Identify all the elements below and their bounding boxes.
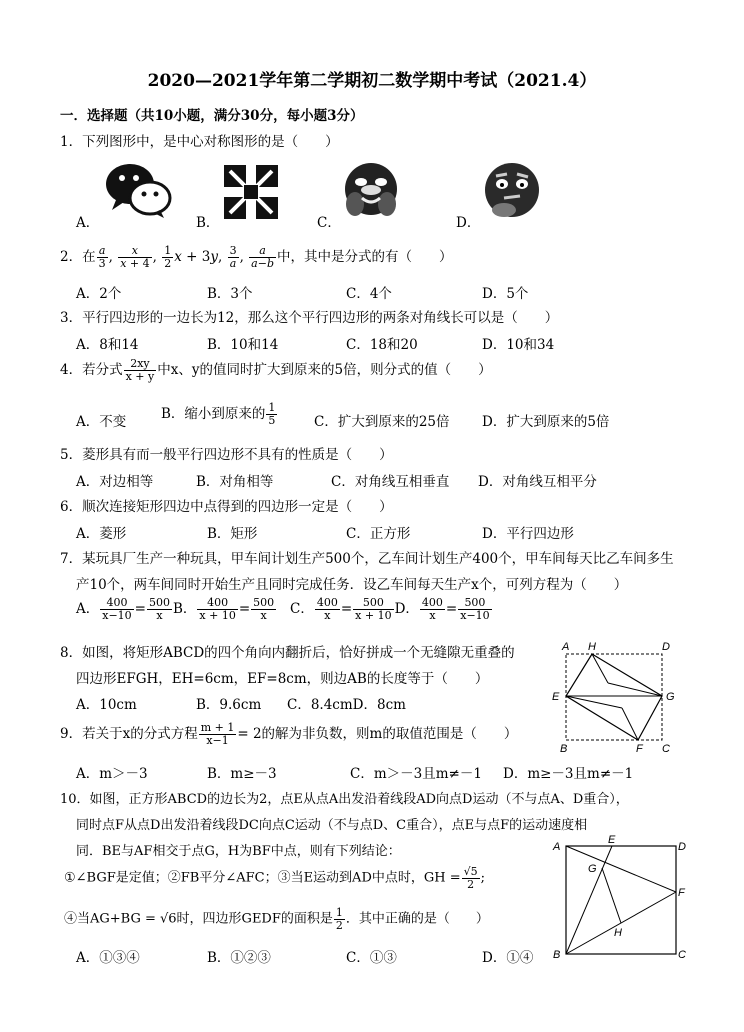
q10-label-c: C [678, 949, 686, 961]
question-10-line-5: ④当AG+BG = √6时，四边形GEDF的面积是 $\frac{1}{2}$ ．其中正确的是（ ） [64, 906, 489, 932]
emoji-face-shy-icon [340, 160, 402, 222]
q1-option-a: A． [76, 215, 100, 231]
q10-option-a: A．①③④ [76, 950, 140, 966]
q4-option-a: A．不变 [76, 414, 127, 430]
q10-label-b: B [553, 949, 561, 961]
q6-option-c: C．正方形 [346, 526, 411, 542]
q5-option-c: C．对角线互相垂直 [331, 474, 450, 490]
q1-option-b: B． [196, 215, 220, 231]
q9-option-a: A．m＞－3 [76, 766, 148, 782]
question-10-line-4: ①∠BGF是定值；②FB平分∠AFC；③当E运动到AD中点时，GH = $\frac{√5}{2}$ ; [64, 865, 486, 891]
q9-option-b: B．m≥－3 [207, 766, 277, 782]
q8-label-e: E [552, 691, 560, 703]
q10-label-d: D [678, 841, 686, 853]
q10-option-b: B．①②③ [207, 950, 271, 966]
q8-option-a: A．10cm [76, 697, 137, 713]
question-8-line-1: 8．如图，将矩形ABCD的四个角向内翻折后，恰好拼成一个无缝隙无重叠的 [60, 645, 515, 661]
q9-option-d: D．m≥－3且m≠－1 [503, 766, 634, 782]
question-7-line-2: 产10个，两车间同时开始生产且同时完成任务．设乙车间每天生产x个，可列方程为（ ） [76, 577, 628, 593]
q10-label-g: G [588, 863, 597, 875]
q2-option-b: B．3个 [207, 286, 253, 302]
q3-option-b: B．10和14 [207, 337, 279, 353]
wechat-logo-icon [102, 160, 174, 220]
q2-option-a: A．2个 [76, 286, 122, 302]
q8-option-c: C．8.4cmD．8cm [287, 697, 406, 713]
q5-option-a: A．对边相等 [76, 474, 154, 490]
q6-option-d: D．平行四边形 [482, 526, 574, 542]
q5-option-b: B．对角相等 [196, 474, 274, 490]
q4-option-d: D．扩大到原来的5倍 [482, 414, 610, 430]
q8-label-f: F [636, 743, 643, 755]
q8-label-h: H [588, 641, 596, 653]
q5-option-d: D．对角线互相平分 [478, 474, 597, 490]
q8-label-b: B [560, 743, 568, 755]
q3-option-c: C．18和20 [346, 337, 418, 353]
question-2: 2．在 $\frac{a}{3}$ , $\frac{x}{x + 4}$ , $\frac{1}{2}$ x + 3y, $\frac{3}{a}$ , $\frac{a}{a-b}$ 中，其中是分式的有（ ） [60, 244, 453, 270]
q8-label-g: G [666, 691, 675, 703]
question-1: 1．下列图形中，是中心对称图形的是（ ） [60, 134, 339, 150]
q10-option-c: C．①③ [346, 950, 397, 966]
q1-option-c: C． [317, 215, 341, 231]
section-heading: 一．选择题（共10小题，满分30分，每小题3分） [60, 108, 364, 124]
q2-option-c: C．4个 [346, 286, 392, 302]
q2-option-d: D．5个 [482, 286, 529, 302]
q8-label-c: C [662, 743, 670, 755]
q10-figure-square [548, 832, 696, 964]
q3-option-a: A．8和14 [76, 337, 139, 353]
question-3: 3．平行四边形的一边长为12，那么这个平行四边形的两条对角线长可以是（ ） [60, 310, 559, 326]
question-10-line-1: 10．如图，正方形ABCD的边长为2，点E从点A出发沿着线段AD向点D运动（不与点A、D重合）， [60, 792, 629, 807]
q10-label-h: H [614, 927, 622, 939]
q8-figure-rectangle [548, 636, 686, 756]
q9-option-c: C．m＞－3且m≠－1 [350, 766, 482, 782]
q8-label-a: A [562, 641, 570, 653]
q7-options: A． $\frac{400}{x-10}$ = $\frac{500}{x}$ B． $\frac{400}{x + 10}$ = $\frac{500}{x}$ C． $\frac{400}{x}$ = $\frac{500}{x + 10}$ D． $\frac{400}{x}$ = $\frac{500}{x-10}$ [76, 596, 490, 622]
q10-label-f: F [678, 887, 685, 899]
q10-label-a: A [553, 841, 561, 853]
q10-option-d: D．①④ [482, 950, 534, 966]
question-10-line-3: 同．BE与AF相交于点G，H为BF中点，则有下列结论： [76, 844, 401, 859]
q6-option-b: B．矩形 [207, 526, 258, 542]
question-4: 4．若分式 $\frac{2xy}{x + y}$ 中x、y的值同时扩大到原来的5倍，则分式的值（ ） [60, 357, 492, 383]
question-5: 5．菱形具有而一般平行四边形不具有的性质是（ ） [60, 447, 393, 463]
q8-option-b: B．9.6cm [196, 697, 262, 713]
page-title: 2020—2021学年第二学期初二数学期中考试（2021.4） [147, 71, 597, 91]
q10-label-e: E [608, 834, 616, 846]
question-10-line-2: 同时点F从点D出发沿着线段DC向点C运动（不与点D、C重合），点E与点F的运动速度相 [76, 818, 588, 833]
question-7-line-1: 7．某玩具厂生产一种玩具，甲车间计划生产500个，乙车间计划生产400个，甲车间每天比乙车间多生 [60, 551, 674, 567]
q1-option-d: D． [456, 215, 481, 231]
q4-option-b: B．缩小到原来的 $\frac{1}{5}$ [161, 401, 276, 427]
question-9: 9．若关于x的分式方程 $\frac{m + 1}{x-1}$ = 2的解为非负数，则m的取值范围是（ ） [60, 721, 518, 747]
q6-option-a: A．菱形 [76, 526, 127, 542]
question-8-line-2: 四边形EFGH，EH=6cm，EF=8cm，则边AB的长度等于（ ） [76, 671, 489, 687]
q4-option-c: C．扩大到原来的25倍 [314, 414, 450, 430]
question-6: 6．顺次连接矩形四边中点得到的四边形一定是（ ） [60, 499, 393, 515]
square-pattern-logo-icon [222, 163, 280, 221]
emoji-face-thinking-icon [480, 160, 544, 224]
q8-label-d: D [662, 641, 670, 653]
q3-option-d: D．10和34 [482, 337, 555, 353]
